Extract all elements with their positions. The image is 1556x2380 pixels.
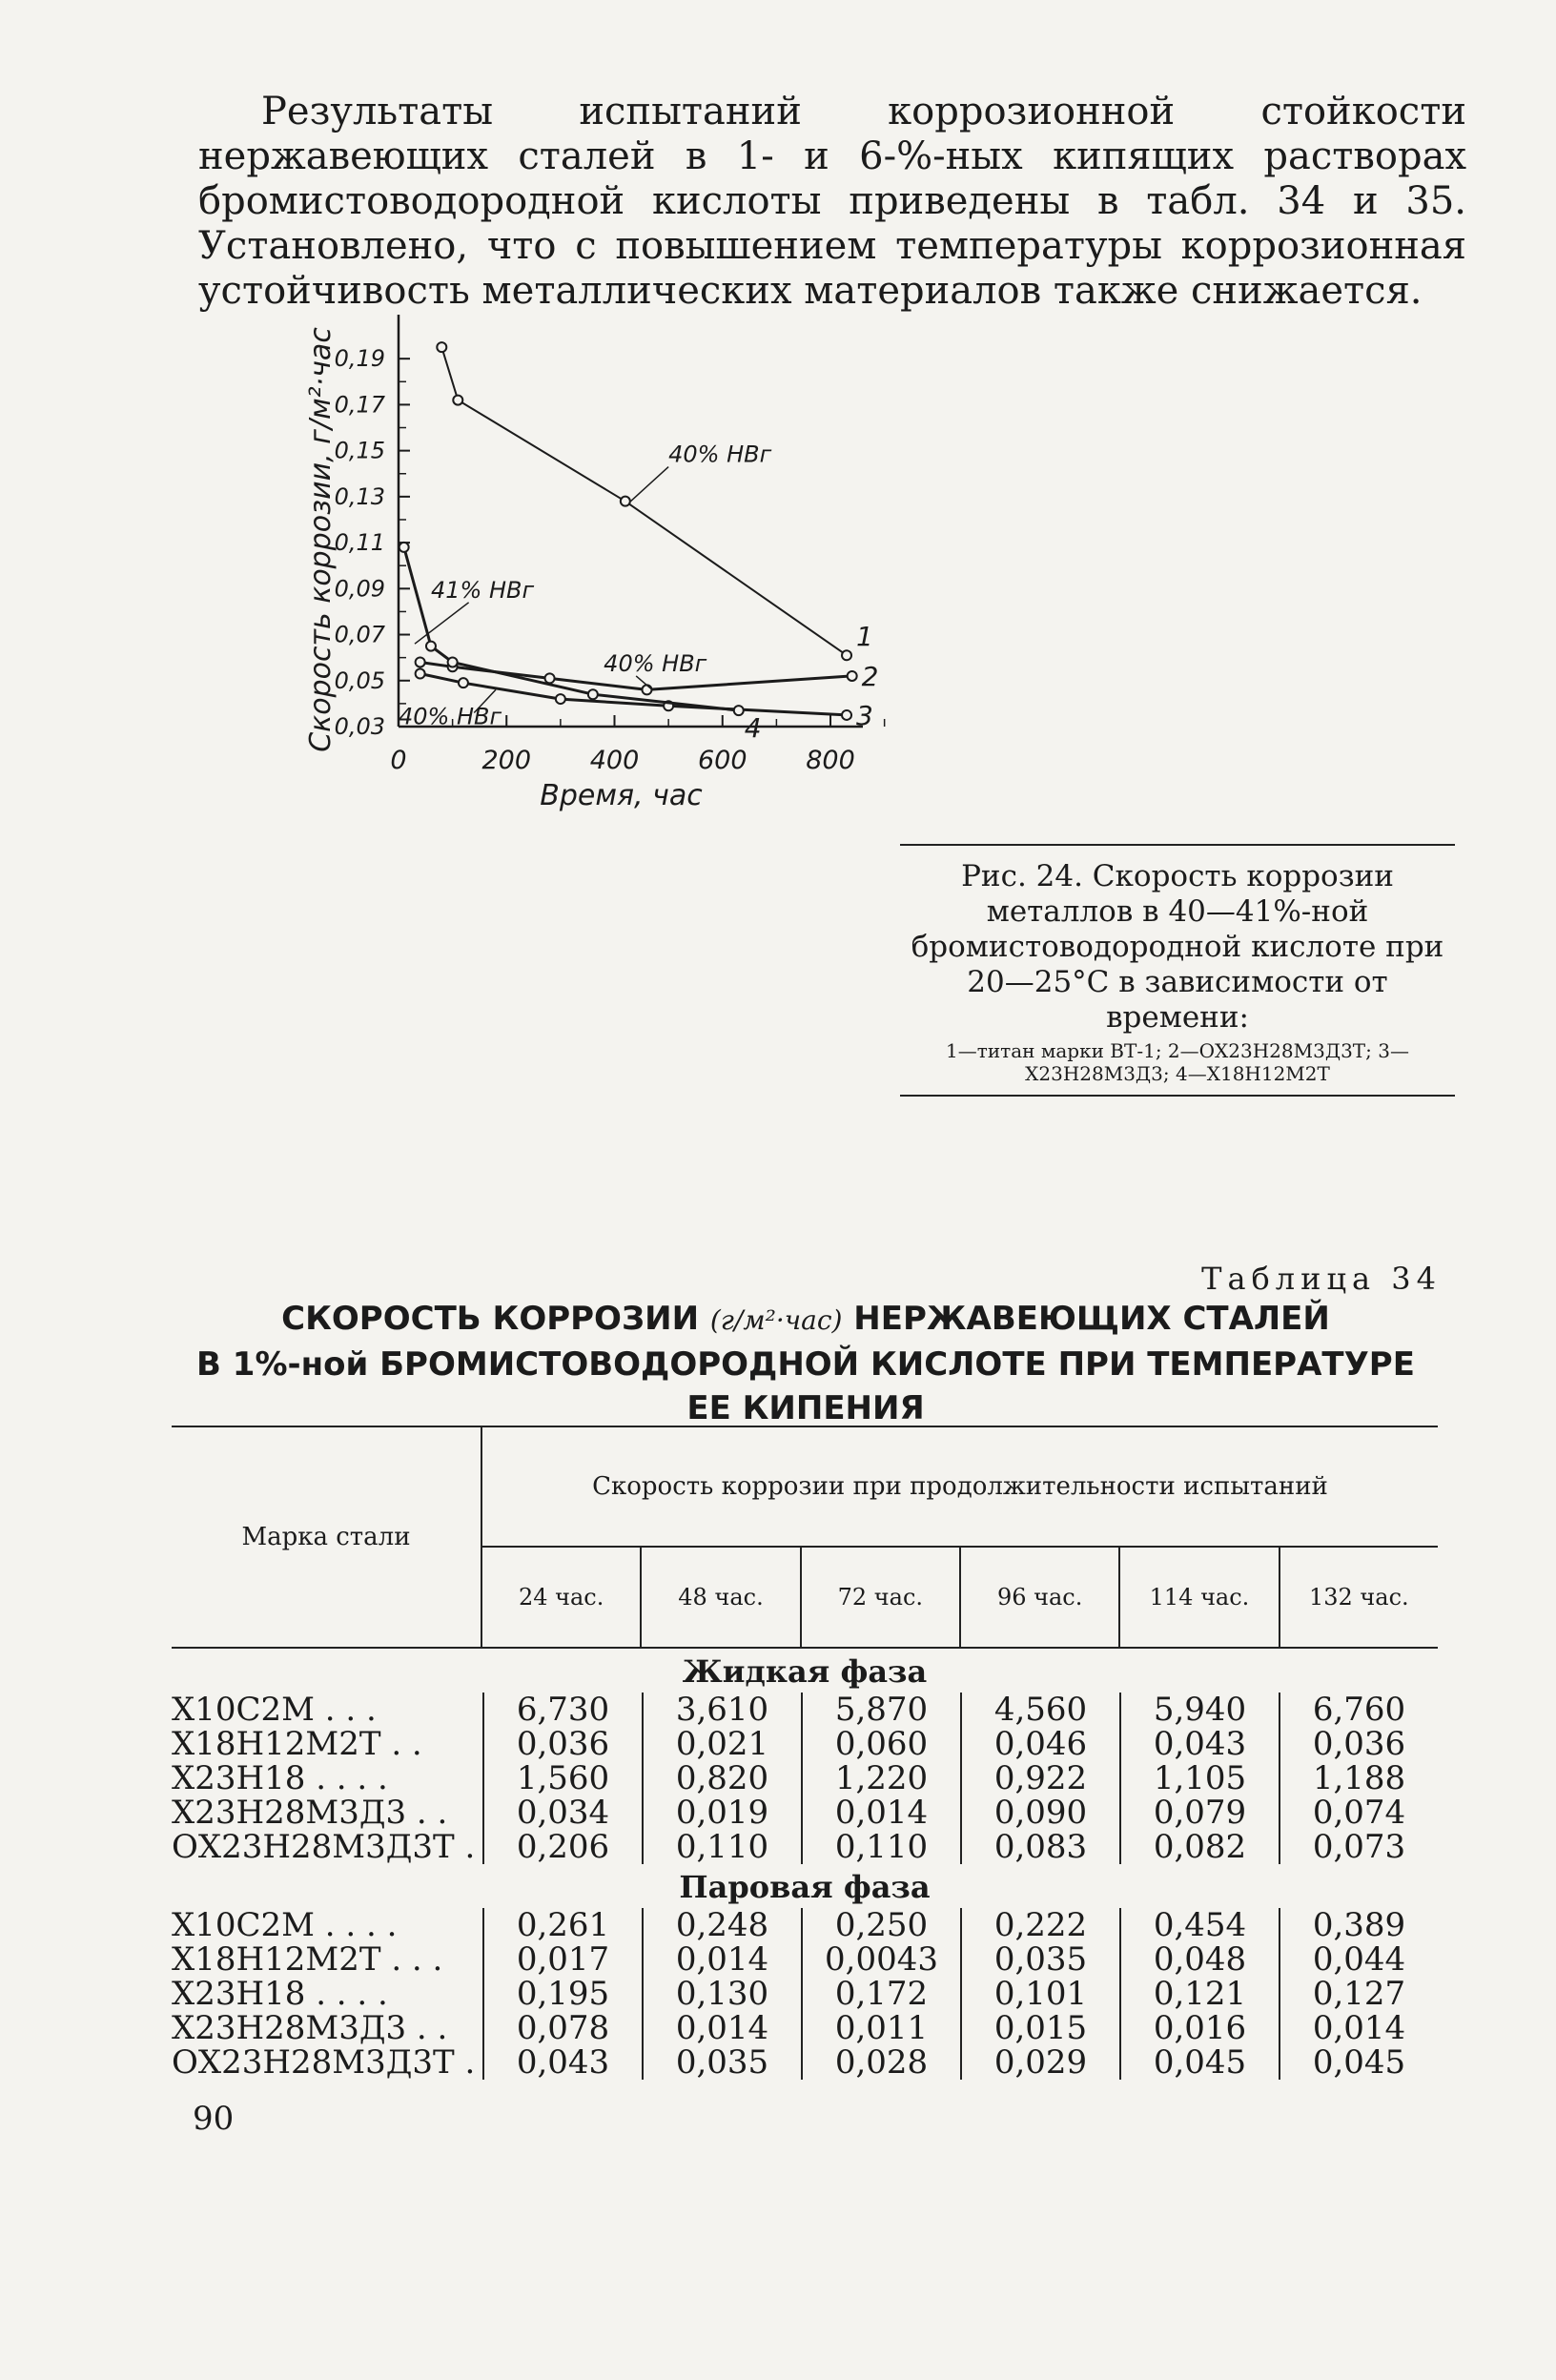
table-title bbox=[172, 1297, 1440, 1430]
steel-brand: Х18Н12М2Т . . . bbox=[172, 1940, 443, 1979]
y-tick-label: 0,15 bbox=[334, 437, 385, 464]
steel-brand: Х23Н18 . . . . bbox=[172, 1759, 388, 1797]
table-cell: 0,079 bbox=[1119, 1795, 1279, 1830]
table-cell: 3,610 bbox=[642, 1693, 801, 1727]
section-heading: Паровая фаза bbox=[679, 1869, 931, 1905]
table-cell: 0,014 bbox=[801, 1795, 960, 1830]
corrosion-rate-chart bbox=[286, 315, 896, 1268]
annotation-label: 40% НВг bbox=[668, 441, 772, 468]
table-cell: 0,454 bbox=[1119, 1908, 1279, 1942]
data-point bbox=[399, 543, 409, 552]
page-number: 90 bbox=[193, 2100, 235, 2138]
table-cell: 0,110 bbox=[801, 1830, 960, 1864]
table-cell: 0,034 bbox=[482, 1795, 642, 1830]
table-cell: 0,035 bbox=[642, 2045, 801, 2080]
table-header bbox=[172, 1427, 1438, 1649]
table-cell: 0,820 bbox=[642, 1761, 801, 1795]
table-row bbox=[172, 1830, 1438, 1864]
y-tick-label: 0,03 bbox=[334, 713, 385, 740]
steel-brand: ОХ23Н28М3Д3Т . bbox=[172, 1828, 476, 1866]
data-point bbox=[642, 685, 651, 694]
data-point bbox=[453, 396, 462, 405]
table-row bbox=[172, 2011, 1438, 2045]
table-row bbox=[172, 2045, 1438, 2080]
table-cell: 0,035 bbox=[960, 1942, 1119, 1977]
table-cell: 0,110 bbox=[642, 1830, 801, 1864]
data-point bbox=[448, 657, 458, 667]
data-point bbox=[556, 694, 565, 704]
curve-number-label: 3 bbox=[856, 699, 873, 731]
table-cell: 0,011 bbox=[801, 2011, 960, 2045]
y-tick-label: 0,07 bbox=[334, 621, 385, 648]
y-tick-label: 0,13 bbox=[334, 482, 385, 510]
table-title-unit: (г/м²·час) bbox=[709, 1304, 843, 1336]
data-point bbox=[848, 671, 857, 681]
y-axis-label: Скорость коррозии, г/м²·час bbox=[304, 327, 338, 752]
table-cell: 0,222 bbox=[960, 1908, 1119, 1942]
column-header-time: 72 час. bbox=[800, 1548, 959, 1647]
column-header-time: 24 час. bbox=[518, 1584, 604, 1611]
table-title-part2: НЕРЖАВЕЮЩИХ СТАЛЕЙ bbox=[853, 1300, 1330, 1338]
table-cell: 0,060 bbox=[801, 1727, 960, 1761]
table-cell: 6,760 bbox=[1279, 1693, 1438, 1727]
corrosion-table bbox=[172, 1426, 1438, 2080]
x-axis-label: Время, час bbox=[540, 779, 703, 812]
table-cell: 0,083 bbox=[960, 1830, 1119, 1864]
column-header-brand: Марка стали bbox=[172, 1427, 482, 1647]
data-point bbox=[545, 673, 555, 683]
table-cell: 1,220 bbox=[801, 1761, 960, 1795]
x-tick-label: 400 bbox=[589, 746, 640, 775]
table-cell: 0,261 bbox=[482, 1908, 642, 1942]
curve-number-label: 2 bbox=[861, 660, 879, 692]
table-cell: 0,036 bbox=[1279, 1727, 1438, 1761]
table-cell: 0,101 bbox=[960, 1977, 1119, 2011]
y-tick-label: 0,09 bbox=[334, 575, 385, 603]
table-cell: 0,029 bbox=[960, 2045, 1119, 2080]
table-title-part1: СКОРОСТЬ КОРРОЗИИ bbox=[281, 1300, 700, 1338]
y-tick-label: 0,05 bbox=[334, 667, 385, 694]
table-cell: 0,073 bbox=[1279, 1830, 1438, 1864]
x-tick-label: 0 bbox=[390, 746, 407, 775]
table-cell: 0,044 bbox=[1279, 1942, 1438, 1977]
data-point bbox=[842, 650, 851, 660]
column-header-time: 132 час. bbox=[1279, 1548, 1438, 1647]
table-cell: 0,922 bbox=[960, 1761, 1119, 1795]
table-row bbox=[172, 1693, 1438, 1727]
series-line-1 bbox=[441, 347, 847, 655]
table-cell: 0,019 bbox=[642, 1795, 801, 1830]
steel-brand: Х23Н18 . . . . bbox=[172, 1975, 388, 2013]
annotation-label: 41% НВг bbox=[430, 576, 535, 604]
table-row bbox=[172, 1795, 1438, 1830]
table-cell: 0,043 bbox=[1119, 1727, 1279, 1761]
table-cell: 4,560 bbox=[960, 1693, 1119, 1727]
table-cell: 0,248 bbox=[642, 1908, 801, 1942]
table-cell: 0,195 bbox=[482, 1977, 642, 2011]
y-tick-label: 0,17 bbox=[334, 391, 385, 419]
y-tick-label: 0,19 bbox=[334, 345, 385, 373]
annotation-leader bbox=[631, 467, 669, 502]
table-cell: 1,105 bbox=[1119, 1761, 1279, 1795]
table-cell: 0,206 bbox=[482, 1830, 642, 1864]
table-cell: 0,046 bbox=[960, 1727, 1119, 1761]
column-header-times bbox=[482, 1548, 1438, 1647]
table-cell: 0,045 bbox=[1279, 2045, 1438, 2080]
table-cell: 0,014 bbox=[642, 1942, 801, 1977]
figure-caption bbox=[900, 844, 1455, 1097]
table-cell: 0,036 bbox=[482, 1727, 642, 1761]
intro-paragraph bbox=[198, 90, 1466, 314]
y-tick-label: 0,11 bbox=[334, 529, 385, 557]
table-cell: 0,090 bbox=[960, 1795, 1119, 1830]
table-row bbox=[172, 1977, 1438, 2011]
table-cell: 0,028 bbox=[801, 2045, 960, 2080]
column-header-time: 114 час. bbox=[1118, 1548, 1278, 1647]
steel-brand: Х23Н28М3Д3 . . bbox=[172, 2009, 448, 2047]
chart-labels bbox=[304, 327, 879, 812]
data-point bbox=[416, 657, 425, 667]
table-title-line3: ЕЕ КИПЕНИЯ bbox=[686, 1389, 925, 1427]
steel-brand: Х18Н12М2Т . . bbox=[172, 1725, 422, 1763]
table-cell: 0,074 bbox=[1279, 1795, 1438, 1830]
x-tick-label: 800 bbox=[806, 746, 855, 775]
table-cell: 0,015 bbox=[960, 2011, 1119, 2045]
table-cell: 0,172 bbox=[801, 1977, 960, 2011]
table-cell: 0,048 bbox=[1119, 1942, 1279, 1977]
table-cell: 0,078 bbox=[482, 2011, 642, 2045]
steel-brand: Х10С2М . . . . bbox=[172, 1906, 398, 1944]
data-point bbox=[842, 710, 851, 720]
data-point bbox=[621, 497, 630, 506]
table-cell: 1,560 bbox=[482, 1761, 642, 1795]
table-cell: 0,014 bbox=[642, 2011, 801, 2045]
table-row bbox=[172, 1727, 1438, 1761]
table-cell: 0,130 bbox=[642, 1977, 801, 2011]
x-tick-label: 200 bbox=[481, 746, 532, 775]
table-cell: 0,045 bbox=[1119, 2045, 1279, 2080]
table-body bbox=[172, 1651, 1438, 2080]
table-row bbox=[172, 1761, 1438, 1795]
table-cell: 0,250 bbox=[801, 1908, 960, 1942]
data-point bbox=[459, 678, 468, 687]
steel-brand: ОХ23Н28М3Д3Т . bbox=[172, 2043, 476, 2082]
steel-brand: Х10С2М . . . bbox=[172, 1691, 377, 1729]
data-point bbox=[426, 642, 436, 651]
curve-number-label: 4 bbox=[744, 712, 762, 745]
column-header-time: 96 час. bbox=[959, 1548, 1118, 1647]
table-cell: 0,121 bbox=[1119, 1977, 1279, 2011]
table-cell: 1,188 bbox=[1279, 1761, 1438, 1795]
curve-number-label: 1 bbox=[856, 621, 873, 653]
data-point bbox=[437, 342, 446, 352]
annotation-label: 40% НВг bbox=[399, 703, 502, 730]
table-number: Таблица 34 bbox=[1201, 1261, 1442, 1297]
data-point bbox=[416, 669, 425, 679]
x-tick-label: 600 bbox=[697, 746, 747, 775]
table-title-line2: В 1%-ной БРОМИСТОВОДОРОДНОЙ КИСЛОТЕ ПРИ ТЕМПЕРАТУРЕ bbox=[196, 1345, 1415, 1384]
section-heading: Жидкая фаза bbox=[682, 1653, 928, 1690]
figure-legend: 1—титан марки ВТ-1; 2—ОХ23Н28М3Д3Т; 3—Х23Н28М3Д3; 4—Х18Н12М2Т bbox=[946, 1039, 1409, 1085]
intro-text: Результаты испытаний коррозионной стойкости нержавеющих сталей в 1- и 6-%-ных кипящих растворах бромистоводородной кислоты приведены в табл. 34 и 35. Установлено, что с повышением температуры коррозионная устойчивость металлических материалов также снижается. bbox=[198, 90, 1466, 313]
figure-caption-text: Рис. 24. Скорость коррозии металлов в 40—41%-ной бромистоводородной кислоте при 20—25°С в зависимости от времени: bbox=[911, 859, 1444, 1035]
data-point bbox=[734, 706, 744, 715]
table-cell: 0,043 bbox=[482, 2045, 642, 2080]
table-cell: 5,870 bbox=[801, 1693, 960, 1727]
table-cell: 5,940 bbox=[1119, 1693, 1279, 1727]
table-cell: 0,0043 bbox=[801, 1942, 960, 1977]
table-cell: 0,016 bbox=[1119, 2011, 1279, 2045]
table-row bbox=[172, 1942, 1438, 1977]
table-row bbox=[172, 1908, 1438, 1942]
table-cell: 0,127 bbox=[1279, 1977, 1438, 2011]
column-header-group: Скорость коррозии при продолжительности испытаний bbox=[482, 1427, 1438, 1548]
table-cell: 0,389 bbox=[1279, 1908, 1438, 1942]
table-cell: 0,014 bbox=[1279, 2011, 1438, 2045]
steel-brand: Х23Н28М3Д3 . . bbox=[172, 1794, 448, 1832]
table-cell: 6,730 bbox=[482, 1693, 642, 1727]
table-cell: 0,082 bbox=[1119, 1830, 1279, 1864]
table-cell: 0,017 bbox=[482, 1942, 642, 1977]
table-cell: 0,021 bbox=[642, 1727, 801, 1761]
annotation-label: 40% НВг bbox=[604, 650, 707, 678]
column-header-time: 48 час. bbox=[640, 1548, 799, 1647]
annotation-leader bbox=[415, 603, 469, 644]
data-point bbox=[588, 689, 598, 699]
